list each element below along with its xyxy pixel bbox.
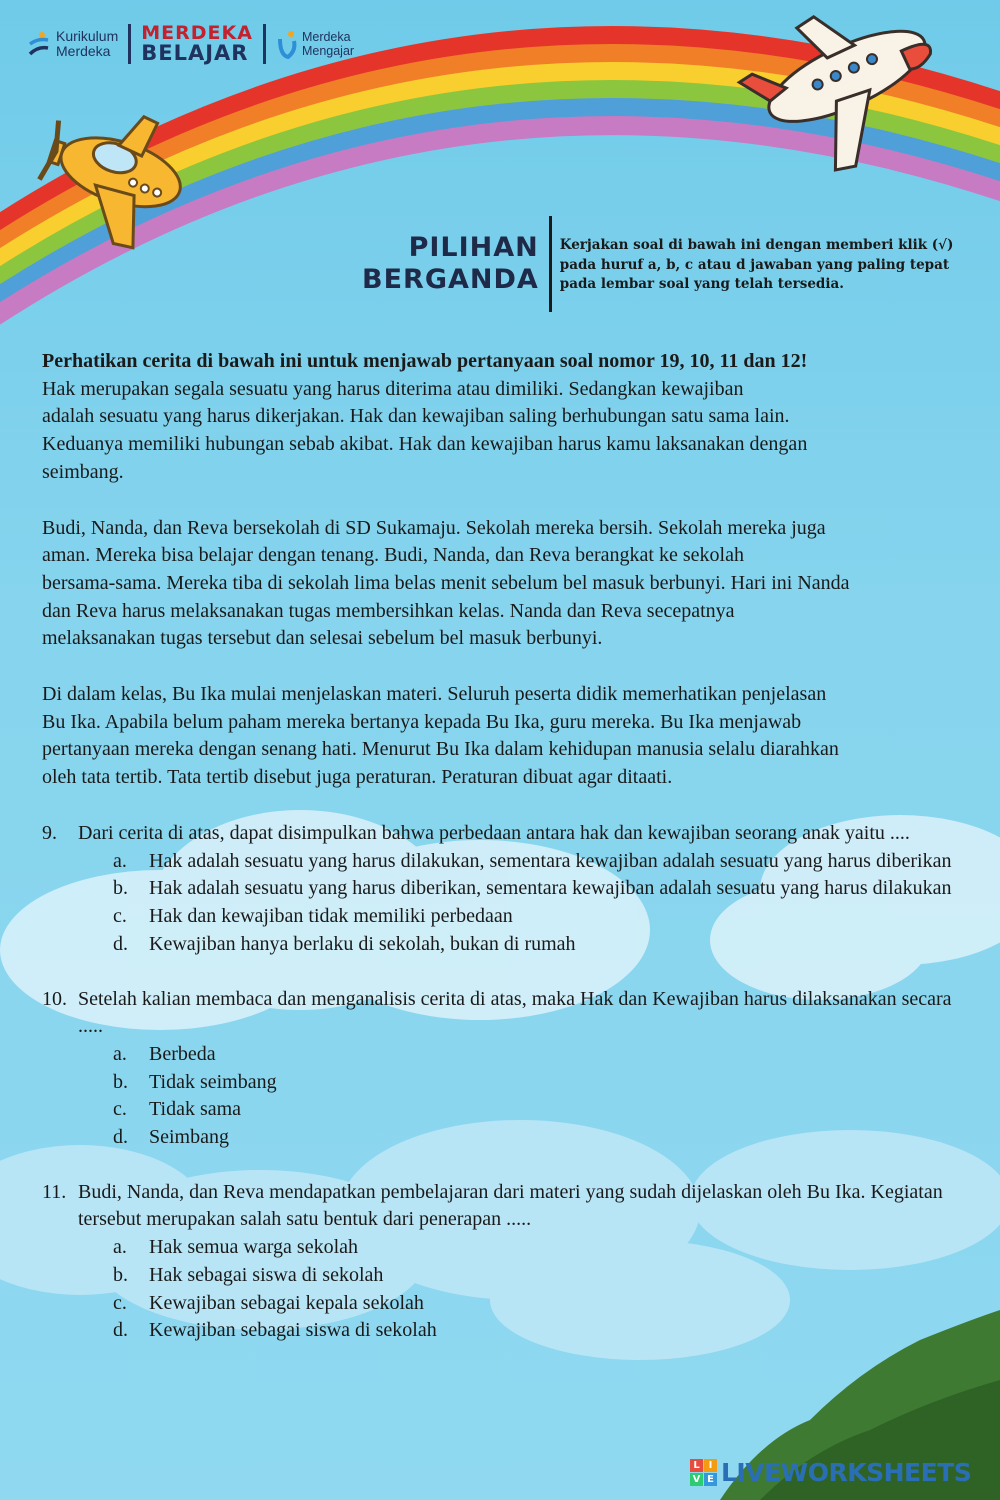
option-letter[interactable]: b.: [113, 877, 128, 900]
badge-letter: E: [704, 1473, 717, 1486]
option-a[interactable]: [113, 1041, 977, 1069]
section-header: [362, 216, 962, 312]
story-line: pertanyaan mereka dengan senang hati. Menurut Bu Ika dalam kehidupan manusia selalu diarahkan: [42, 738, 839, 761]
option-text: Tidak seimbang: [149, 1070, 277, 1093]
story-line: dan Reva harus melaksanakan tugas membersihkan kelas. Nanda dan Reva secepatnya: [42, 599, 735, 622]
question-number: 10.: [42, 987, 67, 1010]
option-a[interactable]: [113, 848, 977, 876]
option-letter[interactable]: a.: [113, 1236, 127, 1259]
option-d[interactable]: [113, 1124, 977, 1152]
merdeka-mengajar-line1: Merdeka: [301, 29, 351, 44]
option-text: Seimbang: [149, 1126, 229, 1149]
question-text: Budi, Nanda, dan Reva mendapatkan pembelajaran dari materi yang sudah dijelaskan oleh Bu Ika. Kegiatan tersebut merupakan salah satu bentuk dari penerapan .....: [78, 1180, 943, 1231]
story-line: Keduanya memiliki hubungan sebab akibat. Hak dan kewajiban harus kamu laksanakan dengan: [42, 433, 808, 456]
story-line: Di dalam kelas, Bu Ika mulai menjelaskan materi. Seluruh peserta didik memerhatikan penjelasan: [42, 683, 827, 706]
question-number: 11.: [42, 1180, 67, 1203]
option-letter[interactable]: c.: [113, 1098, 127, 1121]
option-d[interactable]: [113, 1317, 977, 1345]
option-letter[interactable]: a.: [113, 849, 127, 872]
badge-letter: V: [690, 1473, 703, 1486]
badge-letter: L: [690, 1459, 703, 1472]
merdeka-mengajar-icon: [276, 29, 298, 59]
option-b[interactable]: [113, 1262, 977, 1290]
option-list: [113, 1234, 977, 1345]
option-c[interactable]: [113, 1096, 977, 1124]
kurikulum-merdeka-icon: [28, 30, 50, 58]
question-11: [42, 1179, 977, 1345]
instruction-text: [552, 216, 962, 312]
option-letter[interactable]: d.: [113, 1319, 128, 1342]
option-text: Hak dan kewajiban tidak memiliki perbedaan: [149, 905, 513, 928]
liveworksheets-watermark: [690, 1458, 971, 1487]
merdeka-belajar-line1: MERDEKA: [141, 22, 253, 44]
option-text: Tidak sama: [149, 1098, 242, 1121]
option-a[interactable]: [113, 1234, 977, 1262]
option-text: Hak sebagai siswa di sekolah: [149, 1263, 384, 1286]
liveworksheets-badge-icon: [690, 1459, 717, 1486]
question-9: [42, 820, 977, 959]
badge-letter: I: [704, 1459, 717, 1472]
instruction-line: pada huruf a, b, c atau d jawaban yang paling tepat: [559, 256, 950, 273]
instruction-line: pada lembar soal yang telah tersedia.: [559, 276, 844, 293]
option-letter[interactable]: c.: [113, 1291, 127, 1314]
story-paragraph-3: [42, 681, 977, 792]
question-10: [42, 986, 977, 1152]
merdeka-belajar-line2: BELAJAR: [141, 41, 249, 65]
story-line: Hak merupakan segala sesuatu yang harus diterima atau dimiliki. Sedangkan kewajiban: [42, 377, 744, 400]
story-line: seimbang.: [42, 460, 124, 483]
option-letter[interactable]: b.: [113, 1070, 128, 1093]
story-line: bersama-sama. Mereka tiba di sekolah lima belas menit sebelum bel masuk berbunyi. Hari ini Nanda: [42, 571, 850, 594]
option-text: Kewajiban sebagai siswa di sekolah: [149, 1319, 437, 1342]
story-line: Bu Ika. Apabila belum paham mereka bertanya kepada Bu Ika, guru mereka. Bu Ika menjawab: [42, 710, 802, 733]
option-text: Hak semua warga sekolah: [149, 1236, 359, 1259]
option-c[interactable]: [113, 1290, 977, 1318]
option-letter[interactable]: b.: [113, 1263, 128, 1286]
option-list: [113, 848, 977, 959]
question-number: 9.: [42, 822, 57, 844]
option-b[interactable]: [113, 1069, 977, 1097]
story-line: oleh tata tertib. Tata tertib disebut juga peraturan. Peraturan dibuat agar ditaati.: [42, 766, 673, 789]
question-text: Dari cerita di atas, dapat disimpulkan bahwa perbedaan antara hak dan kewajiban seorang anak yaitu ....: [78, 822, 910, 844]
option-text: Kewajiban sebagai kepala sekolah: [149, 1291, 424, 1314]
section-title-line1: PILIHAN: [408, 232, 539, 263]
option-text: Hak adalah sesuatu yang harus dilakukan, sementara kewajiban adalah sesuatu yang harus diberikan: [149, 849, 952, 872]
logo-divider: [128, 24, 131, 64]
story-intro: Perhatikan cerita di bawah ini untuk menjawab pertanyaan soal nomor 19, 10, 11 dan 12!: [42, 350, 808, 372]
merdeka-belajar-logo: [141, 24, 253, 64]
section-title: [362, 216, 549, 312]
option-c[interactable]: [113, 903, 977, 931]
story-line: melaksanakan tugas tersebut dan selesai sebelum bel masuk berbunyi.: [42, 627, 603, 650]
story-line: Budi, Nanda, dan Reva bersekolah di SD Sukamaju. Sekolah mereka bersih. Sekolah mereka juga: [42, 516, 826, 539]
liveworksheets-text: LIVEWORKSHEETS: [721, 1458, 972, 1487]
merdeka-mengajar-logo: [276, 29, 354, 59]
kurikulum-text: Kurikulum: [56, 27, 119, 44]
option-b[interactable]: [113, 875, 977, 903]
option-letter[interactable]: d.: [113, 1126, 128, 1149]
option-d[interactable]: [113, 931, 977, 959]
kurikulum-merdeka-logo: [28, 29, 118, 60]
story-passage: [42, 348, 977, 792]
option-text: Berbeda: [149, 1042, 216, 1065]
option-text: Kewajiban hanya berlaku di sekolah, bukan di rumah: [149, 932, 576, 955]
story-paragraph-1: [42, 376, 977, 487]
merdeka-text: Merdeka: [56, 43, 111, 59]
logo-divider: [263, 24, 266, 64]
section-title-line2: BERGANDA: [362, 263, 539, 295]
story-line: aman. Mereka bisa belajar dengan tenang. Budi, Nanda, dan Reva berangkat ke sekolah: [42, 544, 744, 567]
option-letter[interactable]: a.: [113, 1042, 127, 1065]
story-line: adalah sesuatu yang harus dikerjakan. Hak dan kewajiban saling berhubungan satu sama lain.: [42, 405, 790, 428]
instruction-line: Kerjakan soal di bawah ini dengan memberi klik (√): [559, 237, 954, 253]
logo-bar: [28, 24, 354, 64]
option-list: [113, 1041, 977, 1152]
question-list: [42, 820, 977, 1372]
option-text: Hak adalah sesuatu yang harus diberikan, sementara kewajiban adalah sesuatu yang harus dilakukan: [149, 877, 952, 900]
merdeka-mengajar-line2: Mengajar: [301, 44, 355, 58]
story-paragraph-2: [42, 515, 977, 654]
option-letter[interactable]: c.: [113, 905, 127, 928]
question-text: Setelah kalian membaca dan menganalisis cerita di atas, maka Hak dan Kewajiban harus dilaksanakan secara .....: [78, 987, 952, 1038]
option-letter[interactable]: d.: [113, 932, 128, 955]
